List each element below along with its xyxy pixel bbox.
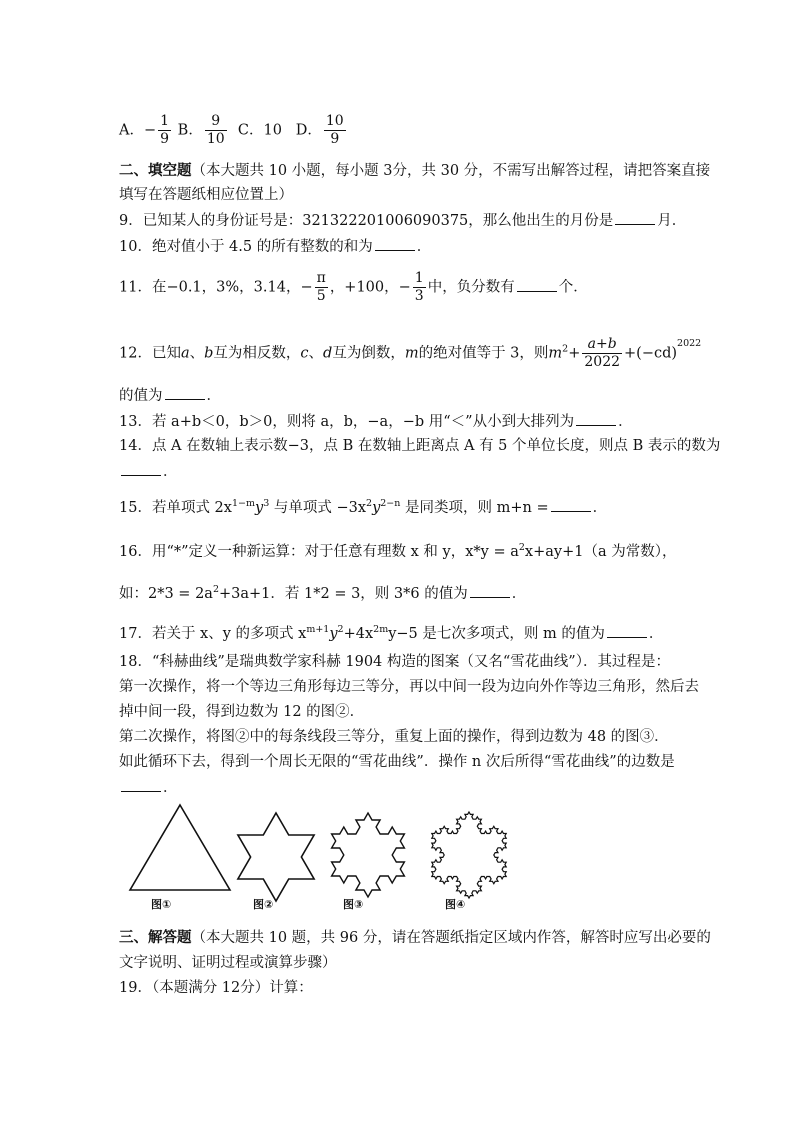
caption-figure-2: 图② <box>253 898 274 911</box>
option-b-label: B． <box>177 122 203 139</box>
question-12-line2: 的值为 ． <box>119 385 221 406</box>
answer-blank <box>576 411 616 426</box>
section2-desc: 填写在答题纸相应位置上） <box>119 187 293 203</box>
question-18-line6: ． <box>119 777 178 798</box>
fraction-a-plus-b: $\frac{a+b}{2022}$ <box>584 336 621 370</box>
fraction-b: $\frac{9}{10}$ <box>206 113 225 147</box>
question-18-line1: 18．“科赫曲线”是瑞典数学家科赫 1904 构造的图案（又名“雪花曲线”）．其过程是： <box>119 654 670 670</box>
answer-blank <box>615 210 655 225</box>
section2-title: 二、填空题 <box>119 162 192 179</box>
option-c: C．10 <box>237 122 282 139</box>
answer-blank <box>551 497 591 512</box>
question-18-line5: 如此循环下去，得到一个周长无限的“雪花曲线”．操作 n 次后所得“雪花曲线”的边数是 <box>119 754 675 770</box>
question-18-line3: 掉中间一段，得到边数为 12 的图②． <box>119 704 365 720</box>
fraction-a: $\frac{1}{9}$ <box>160 113 170 147</box>
figure-4-snowflake <box>432 812 506 898</box>
question-12: 12．已知a、b互为相反数，c、d互为倒数，m的绝对值等于 3，则$m^2+$ $\frac{a+b}{2022}$ $+(-cd)^{2022}$ <box>119 336 702 370</box>
question-14: 14．点 A 在数轴上表示数−3，点 B 在数轴上距离点 A 有 5 个单位长度，则点 B 表示的数为 <box>119 438 721 454</box>
koch-figures <box>115 800 675 920</box>
figure-1-triangle <box>130 805 230 890</box>
question-19: 19．（本题满分 12分）计算： <box>119 980 313 996</box>
answer-blank <box>470 583 510 598</box>
section3-heading: 三、解答题（本大题共 10 题，共 96 分，请在答题纸指定区域内作答，解答时应写出必要的 <box>119 929 711 946</box>
section3-title: 三、解答题 <box>119 929 192 946</box>
answer-blank <box>165 385 205 400</box>
fraction-third: $\frac{1}{3}$ <box>414 270 424 304</box>
answer-blank <box>121 777 161 792</box>
question-18-line4: 第二次操作，将图②中的每条线段三等分，重复上面的操作，得到边数为 48 的图③． <box>119 729 669 745</box>
section2-heading: 二、填空题（本大题共 10 小题，每小题 3分，共 30 分，不需写出解答过程，请把答案直接 <box>119 162 711 179</box>
caption-figure-3: 图③ <box>343 898 364 911</box>
figure-3-snowflake <box>332 813 405 897</box>
answer-blank <box>517 277 557 292</box>
question-10: 10．绝对值小于 4.5 的所有整数的和为 ． <box>119 236 431 257</box>
question-14-line2: ． <box>119 461 178 482</box>
question-18-line2: 第一次操作，将一个等边三角形每边三等分，再以中间一段为边向外作等边三角形，然后去 <box>119 679 699 695</box>
fraction-pi: $\frac{\pi}{5}$ <box>316 270 326 304</box>
question-16-line2: 如：$2*3 = 2a^2+3a+1$．若 1*2 = 3，则 3*6 的值为 ． <box>119 584 527 602</box>
question-15: 15．若单项式 $2x^{1-m}y^3$ 与单项式 $-3x^2y^{2-n}$ 是同类项，则 m+n = ． <box>119 498 608 516</box>
section3-desc: 文字说明、证明过程或演算步骤） <box>119 955 337 971</box>
fraction-d: $\frac{10}{9}$ <box>325 113 344 147</box>
q8-options: A．− $\frac{1}{9}$ B． $\frac{9}{10}$ C．10 D． $\frac{10}{9}$ <box>119 113 344 147</box>
question-16: 16．用“*”定义一种新运算：对于任意有理数 x 和 y，$x*y = a^2x+ay+1(a$ 为常数）， <box>119 542 677 560</box>
question-13: 13．若 a+b＜0，b＞0，则将 a，b，−a，−b 用“＜”从小到大排列为 ． <box>119 411 633 432</box>
option-d-label: D． <box>295 122 322 139</box>
caption-figure-4: 图④ <box>445 898 466 911</box>
option-a-label: A． <box>119 122 144 139</box>
question-9: 9．已知某人的身份证号是：321322201006090375，那么他出生的月份是 月． <box>119 210 686 231</box>
caption-figure-1: 图① <box>151 898 172 911</box>
question-17: 17．若关于 x、y 的多项式 $x^{m+1}y^2+4x^{2m}y-5$ 是七次多项式，则 m 的值为 ． <box>119 624 664 642</box>
answer-blank <box>121 461 161 476</box>
answer-blank <box>375 236 415 251</box>
figure-2-star <box>238 813 314 901</box>
answer-blank <box>607 623 647 638</box>
question-11: 11．在−0.1，3%，3.14，− $\frac{\pi}{5}$ ，+100，− $\frac{1}{3}$ 中，负分数有 个． <box>119 270 588 304</box>
